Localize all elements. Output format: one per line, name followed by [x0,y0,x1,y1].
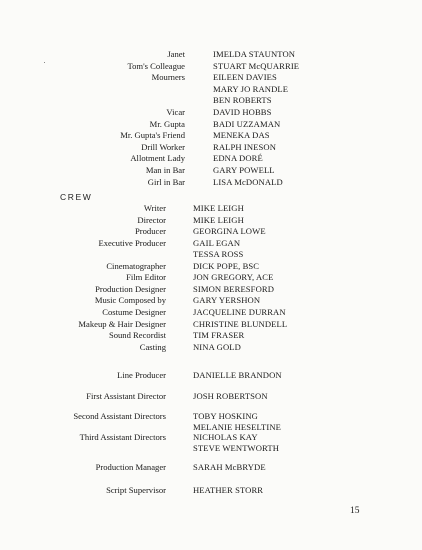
credit-row [0,249,422,260]
credit-role: Girl in Bar [147,176,185,187]
credit-name: MENEKA DAS [213,130,270,141]
credit-role: Director [137,214,166,225]
credit-row [0,153,422,164]
credit-row [0,49,422,60]
credit-name: MIKE LEIGH [193,214,244,225]
credit-name: HEATHER STORR [193,485,264,495]
credit-name: GARY YERSHON [193,295,261,306]
credit-role: Casting [139,341,166,352]
credit-role: Mr. Gupta's Friend [120,130,185,141]
credit-name: SARAH McBRYDE [193,462,266,472]
credit-row [0,411,422,422]
credit-role: Music Composed by [94,295,166,306]
credit-name: GARY POWELL [213,165,275,175]
credit-name: RALPH INESON [213,141,277,152]
credit-row [0,61,422,72]
credit-role: Mourners [151,72,185,83]
credit-row [0,72,422,83]
credit-role: Man in Bar [145,165,185,175]
credit-name: SIMON BERESFORD [193,283,275,294]
credit-row [0,443,422,454]
credit-name: TESSA ROSS [193,249,244,260]
credit-row [0,165,422,176]
credit-role: First Assistant Director [86,391,166,401]
credit-role: Script Supervisor [106,485,166,495]
credit-role: Janet [167,49,185,59]
credit-row [0,107,422,118]
credit-role: Line Producer [117,370,166,380]
credit-name: STEVE WENTWORTH [193,442,280,453]
credit-row [0,130,422,141]
credit-row [0,284,422,295]
credit-name: IMELDA STAUNTON [213,49,296,59]
credit-role: Vicar [166,107,185,117]
credit-name: MELANIE HESELTINE [193,421,282,432]
credit-row [0,462,422,473]
credit-role: Third Assistant Directors [79,432,166,442]
credit-row [0,203,422,214]
credit-name: GAIL EGAN [193,237,241,248]
credit-role: Writer [143,203,166,213]
credit-name: DAVID HOBBS [213,107,272,117]
credit-role: Executive Producer [98,237,166,248]
credit-row [0,84,422,95]
credit-name: BEN ROBERTS [213,95,272,106]
credit-row [0,342,422,353]
crew-heading: CREW [60,192,93,202]
credit-name: TOBY HOSKING [193,411,258,421]
credit-role: Mr. Gupta [149,118,185,129]
credit-row [0,119,422,130]
credit-row [0,272,422,283]
credit-name: JACQUELINE DURRAN [193,306,286,317]
credit-role: Sound Recordist [108,330,166,341]
credit-name: BADI UZZAMAN [213,118,281,129]
credit-row [0,432,422,443]
credit-row [0,95,422,106]
credit-name: LISA McDONALD [213,176,283,187]
credit-role: Costume Designer [102,306,166,317]
credit-name: GEORGINA LOWE [193,226,266,237]
credit-role: Second Assistant Directors [73,411,166,421]
credit-role: Drill Worker [141,141,185,152]
page-number: 15 [350,506,360,516]
credit-row [0,226,422,237]
credit-row [0,261,422,272]
credit-row [0,238,422,249]
credit-role: Cinematographer [106,260,166,271]
credit-role: Production Manager [95,462,166,472]
credit-name: EDNA DORÉ [213,153,263,164]
credit-role: Makeup & Hair Designer [78,318,166,329]
credit-row [0,215,422,226]
credit-name: TIM FRASER [193,330,245,341]
credit-name: MARY JO RANDLE [213,83,289,94]
credit-row [0,391,422,402]
credit-row [0,485,422,496]
credit-row [0,177,422,188]
credit-role: Allotment Lady [130,153,185,164]
credit-row [0,142,422,153]
credit-name: JON GREGORY, ACE [193,272,274,283]
credit-name: CHRISTINE BLUNDELL [193,318,288,329]
credit-row [0,319,422,330]
credit-row [0,330,422,341]
credit-name: NICHOLAS KAY [193,432,258,442]
credit-row [0,370,422,381]
credit-name: EILEEN DAVIES [213,72,277,83]
credit-row [0,307,422,318]
credit-name: DANIELLE BRANDON [193,370,282,380]
credit-role: Producer [134,226,166,237]
credit-role: Production Designer [95,283,166,294]
credit-name: JOSH ROBERTSON [193,391,268,401]
credit-row [0,295,422,306]
credit-role: Tom's Colleague [127,60,185,71]
credit-name: STUART McQUARRIE [213,60,300,71]
credit-name: MIKE LEIGH [193,203,244,213]
credit-name: NINA GOLD [193,341,241,352]
credit-role: Film Editor [126,272,166,283]
credit-name: DICK POPE, BSC [193,260,260,271]
